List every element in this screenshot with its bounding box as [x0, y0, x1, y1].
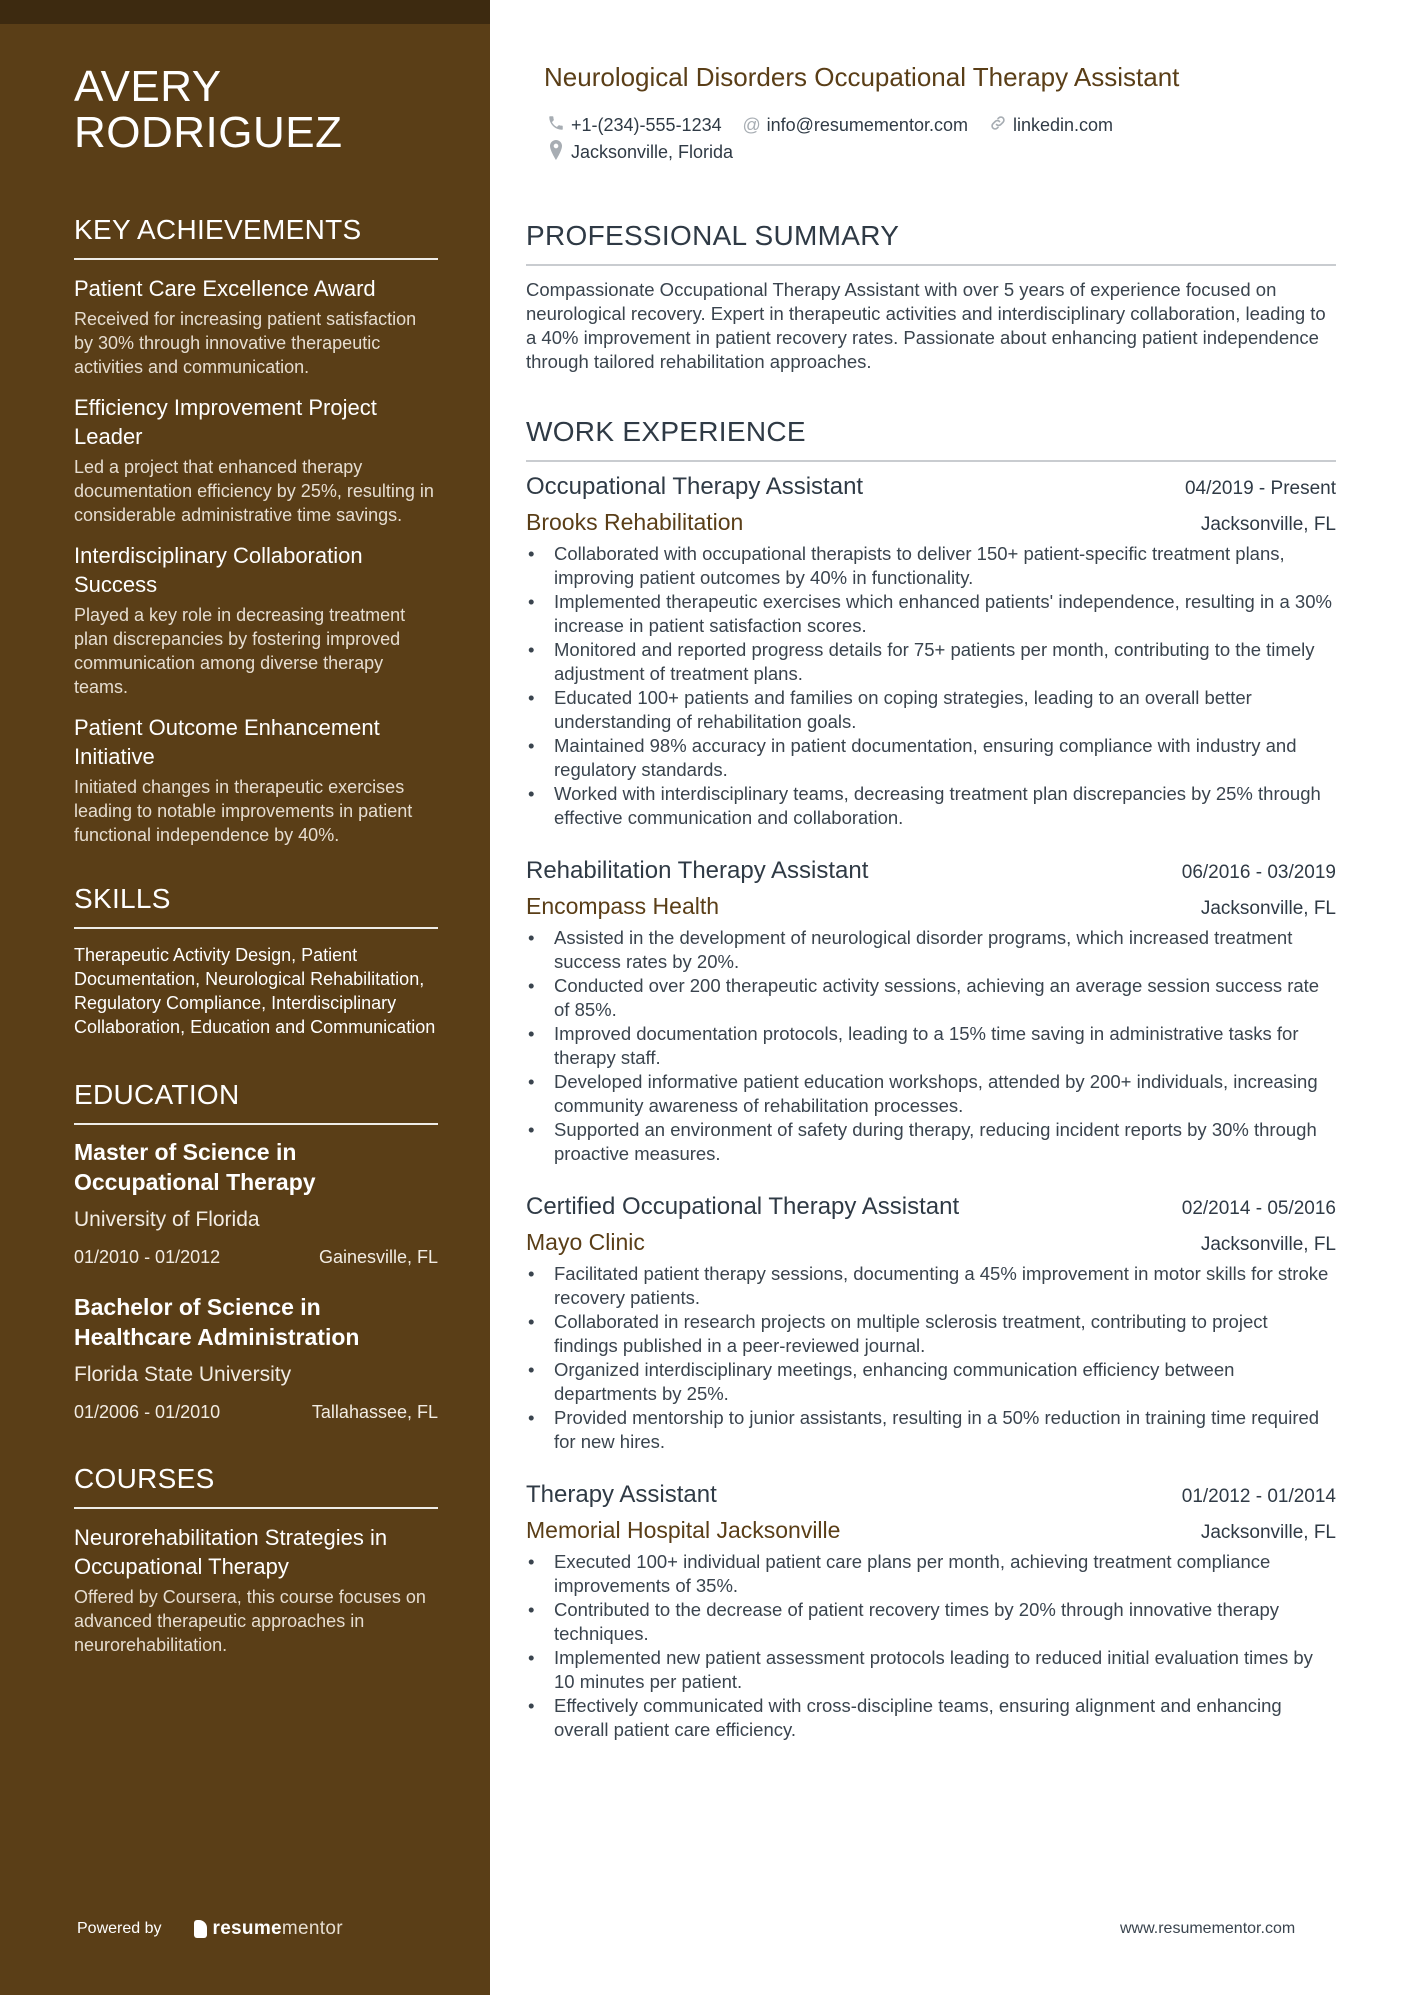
skills-heading: SKILLS	[74, 883, 438, 929]
achievement-description: Led a project that enhanced therapy documentation efficiency by 25%, resulting in considerable administrative time savings.	[74, 457, 434, 525]
phone-icon	[546, 114, 566, 137]
contact-location	[546, 140, 733, 165]
brand-name-bold: resume	[212, 1918, 282, 1939]
job-header	[526, 1193, 1336, 1221]
footer-url[interactable]: www.resumementor.com	[1120, 1920, 1296, 1937]
education-degree: Bachelor of Science in Healthcare Administration	[74, 1294, 360, 1350]
job-bullets	[526, 542, 1336, 830]
job-bullet: • Facilitated patient therapy sessions, documenting a 45% improvement in motor skills for stroke recovery patients.	[526, 1262, 1336, 1310]
job-role: Therapy Assistant	[526, 1481, 717, 1508]
job-bullet: • Conducted over 200 therapeutic activity sessions, achieving an average session success rate of 85%.	[526, 974, 1336, 1022]
job-dates: 02/2014 - 05/2016	[1181, 1198, 1336, 1219]
job-location: Jacksonville, FL	[1200, 1522, 1336, 1543]
achievement-description: Initiated changes in therapeutic exercises leading to notable improvements in patient functional independence by 40%.	[74, 777, 413, 845]
job-company: Brooks Rehabilitation	[526, 509, 744, 535]
education-dates: 01/2010 - 01/2012	[74, 1247, 221, 1267]
achievement-description: Played a key role in decreasing treatment plan discrepancies by fostering improved communication among diverse therapy teams.	[74, 605, 406, 697]
courses-heading: COURSES	[74, 1463, 438, 1509]
achievement-title: Patient Care Excellence Award	[74, 276, 376, 301]
skills-section	[74, 883, 438, 1039]
achievement-title: Efficiency Improvement Project Leader	[74, 395, 377, 449]
course-item	[74, 1523, 438, 1657]
job-entry	[526, 1193, 1336, 1454]
job-dates: 04/2019 - Present	[1184, 478, 1336, 499]
contact-info	[546, 112, 1133, 166]
job-location: Jacksonville, FL	[1200, 898, 1336, 919]
location-pin-icon	[546, 140, 566, 165]
education-dates: 01/2006 - 01/2010	[74, 1402, 221, 1422]
job-bullet: • Improved documentation protocols, leading to a 15% time saving in administrative tasks for therapy staff.	[526, 1022, 1336, 1070]
education-item	[74, 1292, 438, 1423]
contact-email[interactable]	[742, 115, 968, 136]
contact-linkedin[interactable]	[988, 114, 1113, 137]
contact-row	[546, 112, 1133, 139]
achievement-item	[74, 713, 438, 847]
job-bullet: • Effectively communicated with cross-discipline teams, ensuring alignment and enhancing overall patient care efficiency.	[526, 1694, 1336, 1742]
email-text: info@resumementor.com	[766, 115, 968, 135]
powered-by	[77, 1918, 343, 1940]
education-location: Tallahassee, FL	[311, 1402, 438, 1422]
job-bullet: • Collaborated with occupational therapists to deliver 150+ patient-specific treatment plans, improving patient outcomes by 40% in functionality.	[526, 542, 1336, 590]
education-location: Gainesville, FL	[318, 1247, 438, 1267]
education-heading: EDUCATION	[74, 1079, 438, 1125]
achievement-item	[74, 393, 438, 527]
job-bullet: • Collaborated in research projects on multiple sclerosis treatment, contributing to project findings published in a peer-reviewed journal.	[526, 1310, 1336, 1358]
job-bullet: • Contributed to the decrease of patient recovery times by 20% through innovative therapy techniques.	[526, 1598, 1336, 1646]
job-bullet: • Worked with interdisciplinary teams, decreasing treatment plan discrepancies by 25% through effective communication and collaboration.	[526, 782, 1336, 830]
achievements-heading: KEY ACHIEVEMENTS	[74, 214, 438, 260]
course-title: Neurorehabilitation Strategies in Occupational Therapy	[74, 1525, 388, 1579]
sidebar	[0, 0, 490, 1995]
education-item	[74, 1137, 438, 1268]
job-header	[526, 1481, 1336, 1509]
brand-logo[interactable]	[194, 1918, 343, 1940]
job-bullet: • Implemented new patient assessment protocols leading to reduced initial evaluation times by 10 minutes per patient.	[526, 1646, 1336, 1694]
job-location: Jacksonville, FL	[1200, 1234, 1336, 1255]
brand-mark-icon	[194, 1920, 207, 1938]
job-bullet: • Maintained 98% accuracy in patient documentation, ensuring compliance with industry and regulatory standards.	[526, 734, 1336, 782]
summary-text: Compassionate Occupational Therapy Assistant with over 5 years of experience focused on neurological recovery. Expert in therapeutic activities and interdisciplinary collaboration, leading to a 40% improvement in patient recovery rates. Passionate about enhancing patient independence through tailored rehabilitation approaches.	[526, 279, 1326, 372]
job-company: Encompass Health	[526, 893, 720, 919]
link-icon	[988, 114, 1008, 137]
job-entry	[526, 473, 1336, 830]
sidebar-content	[74, 64, 438, 1657]
powered-by-label: Powered by	[77, 1920, 162, 1937]
job-bullets	[526, 926, 1336, 1166]
job-bullet: • Supported an environment of safety during therapy, reducing incident reports by 30% through proactive measures.	[526, 1118, 1336, 1166]
job-company: Mayo Clinic	[526, 1229, 645, 1255]
achievement-description: Received for increasing patient satisfaction by 30% through innovative therapeutic activities and communication.	[74, 309, 417, 377]
job-bullet: • Monitored and reported progress details for 75+ patients per month, contributing to the timely adjustment of treatment plans.	[526, 638, 1336, 686]
phone-text: +1-(234)-555-1234	[571, 115, 722, 135]
job-entry	[526, 1481, 1336, 1742]
courses-section	[74, 1463, 438, 1657]
achievement-item	[74, 274, 438, 379]
job-header	[526, 857, 1336, 885]
job-bullet: • Provided mentorship to junior assistants, resulting in a 50% reduction in training time required for new hires.	[526, 1406, 1336, 1454]
job-bullet: • Organized interdisciplinary meetings, enhancing communication efficiency between departments by 25%.	[526, 1358, 1336, 1406]
course-description: Offered by Coursera, this course focuses on advanced therapeutic approaches in neurorehabilitation.	[74, 1587, 426, 1655]
sidebar-top-bar	[0, 0, 490, 24]
job-subheader	[526, 509, 1336, 536]
at-icon: @	[742, 115, 761, 135]
achievements-section	[74, 214, 438, 847]
skills-list: Therapeutic Activity Design, Patient Documentation, Neurological Rehabilitation, Regulatory Compliance, Interdisciplinary Collaboration, Education and Communication	[74, 945, 436, 1037]
job-entry	[526, 857, 1336, 1166]
location-text: Jacksonville, Florida	[571, 142, 734, 162]
job-bullet: • Executed 100+ individual patient care plans per month, achieving treatment compliance improvements of 35%.	[526, 1550, 1336, 1598]
candidate-name	[74, 64, 438, 156]
job-subheader	[526, 1229, 1336, 1256]
linkedin-text: linkedin.com	[1012, 115, 1114, 135]
job-bullets	[526, 1550, 1336, 1742]
job-bullet: • Assisted in the development of neurological disorder programs, which increased treatment success rates by 20%.	[526, 926, 1336, 974]
education-school: Florida State University	[74, 1363, 292, 1386]
achievement-title: Patient Outcome Enhancement Initiative	[74, 715, 380, 769]
education-degree: Master of Science in Occupational Therapy	[74, 1139, 316, 1195]
job-company: Memorial Hospital Jacksonville	[526, 1517, 841, 1543]
job-subheader	[526, 893, 1336, 920]
job-role: Rehabilitation Therapy Assistant	[526, 857, 869, 884]
education-meta	[74, 1247, 438, 1268]
experience-heading: WORK EXPERIENCE	[526, 416, 1336, 462]
job-location: Jacksonville, FL	[1200, 514, 1336, 535]
summary-heading: PROFESSIONAL SUMMARY	[526, 220, 1336, 266]
job-role: Certified Occupational Therapy Assistant	[526, 1193, 960, 1220]
education-school: University of Florida	[74, 1208, 260, 1231]
job-bullets	[526, 1262, 1336, 1454]
job-bullet: • Educated 100+ patients and families on coping strategies, leading to an overall better understanding of rehabilitation goals.	[526, 686, 1336, 734]
contact-phone[interactable]	[546, 114, 722, 137]
job-dates: 01/2012 - 01/2014	[1181, 1486, 1336, 1507]
job-bullet: • Developed informative patient education workshops, attended by 200+ individuals, increasing community awareness of rehabilitation processes.	[526, 1070, 1336, 1118]
education-section	[74, 1079, 438, 1423]
contact-row	[546, 139, 1133, 166]
job-dates: 06/2016 - 03/2019	[1181, 862, 1336, 883]
education-meta	[74, 1402, 438, 1423]
job-header	[526, 473, 1336, 501]
achievement-item	[74, 541, 438, 699]
headline: Neurological Disorders Occupational Therapy Assistant	[544, 62, 1180, 92]
name-line-2: RODRIGUEZ	[74, 108, 343, 157]
job-subheader	[526, 1517, 1336, 1544]
name-line-1: AVERY	[74, 62, 222, 111]
brand-name-light: mentor	[281, 1918, 343, 1939]
achievement-title: Interdisciplinary Collaboration Success	[74, 543, 363, 597]
job-role: Occupational Therapy Assistant	[526, 473, 864, 500]
job-bullet: • Implemented therapeutic exercises which enhanced patients' independence, resulting in a 30% increase in patient satisfaction scores.	[526, 590, 1336, 638]
